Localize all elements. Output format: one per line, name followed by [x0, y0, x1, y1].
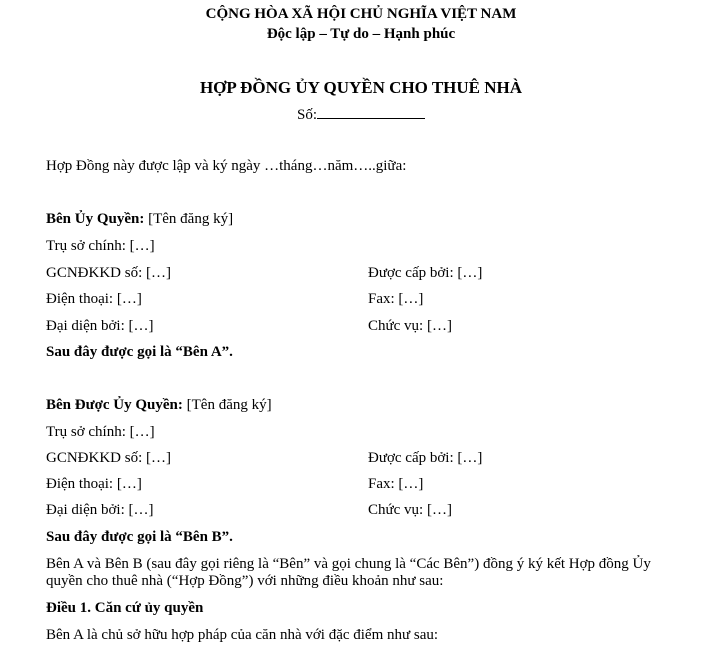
- party-b-heading-value: [Tên đăng ký]: [182, 397, 272, 413]
- party-b-business-cert: GCNĐKKD số: […]: [46, 450, 171, 466]
- party-b-head-office: Trụ sở chính: […]: [46, 424, 155, 440]
- article-1-title: Điều 1. Căn cứ ủy quyền: [46, 600, 204, 616]
- party-a-heading-value: [Tên đăng ký]: [144, 211, 234, 227]
- party-a-business-cert: GCNĐKKD số: […]: [46, 265, 171, 281]
- party-b-issued-by: Được cấp bởi: […]: [368, 450, 483, 466]
- party-b-called: Sau đây được gọi là “Bên B”.: [46, 529, 233, 545]
- country-header: CỘNG HÒA XÃ HỘI CHỦ NGHĨA VIỆT NAM: [205, 6, 517, 22]
- party-a-represented-by: Đại diện bởi: […]: [46, 318, 154, 334]
- document-number-label: Số:: [296, 107, 317, 123]
- party-a-heading: [46, 211, 233, 228]
- document-number: [0, 105, 722, 124]
- party-b-phone: Điện thoại: […]: [46, 476, 142, 492]
- document-title: HỢP ĐỒNG ỦY QUYỀN CHO THUÊ NHÀ: [199, 78, 523, 97]
- party-a-head-office: Trụ sở chính: […]: [46, 238, 155, 254]
- party-b-heading-label: Bên Được Ủy Quyền:: [46, 397, 183, 413]
- party-a-called: Sau đây được gọi là “Bên A”.: [46, 344, 233, 360]
- party-a-issued-by: Được cấp bởi: […]: [368, 265, 483, 281]
- article-1-text: Bên A là chủ sở hữu hợp pháp của căn nhà với đặc điểm như sau:: [46, 627, 439, 643]
- party-b-position: Chức vụ: […]: [368, 502, 452, 518]
- party-a-phone: Điện thoại: […]: [46, 291, 142, 307]
- party-a-heading-label: Bên Ủy Quyền:: [46, 211, 145, 227]
- party-a-position: Chức vụ: […]: [368, 318, 452, 334]
- motto-header: Độc lập – Tự do – Hạnh phúc: [266, 26, 456, 42]
- document-number-blank: [317, 105, 425, 119]
- agreement-paragraph: Bên A và Bên B (sau đây gọi riêng là “Bên” và gọi chung là “Các Bên”) đồng ý ký kết Hợp đồng Ủy quyền cho thuê nhà (“Hợp Đồng”) với những điều khoản như sau:: [46, 556, 651, 589]
- party-b-fax: Fax: […]: [368, 476, 424, 492]
- party-b-heading: [46, 397, 272, 414]
- party-b-represented-by: Đại diện bởi: […]: [46, 502, 154, 518]
- intro-text: Hợp Đồng này được lập và ký ngày …tháng…năm…..giữa:: [46, 158, 407, 174]
- party-a-fax: Fax: […]: [368, 291, 424, 307]
